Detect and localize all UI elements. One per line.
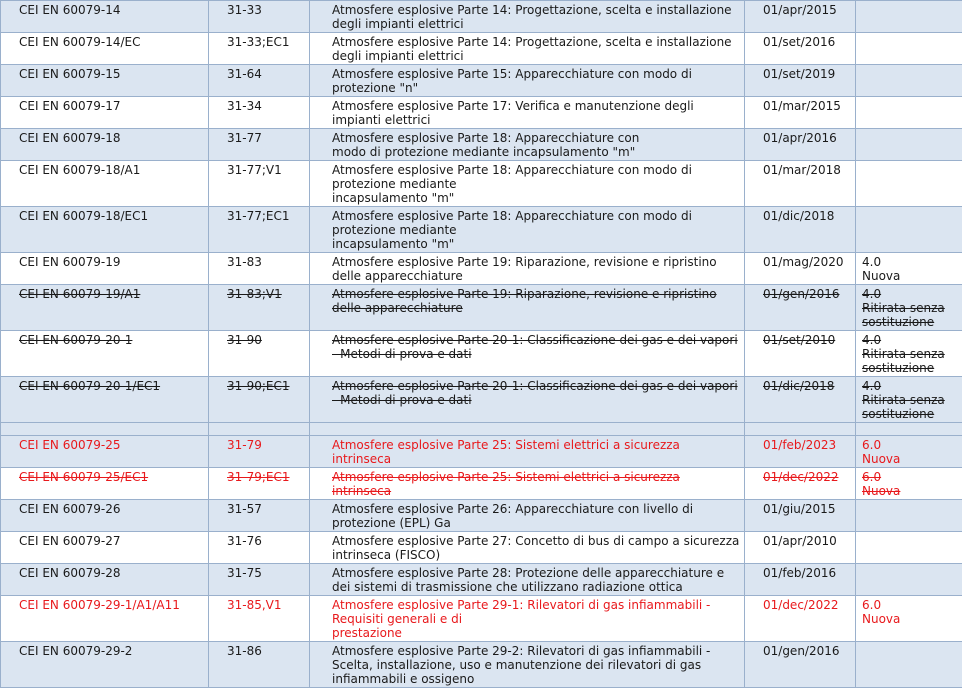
- edition-text: 6.0: [862, 470, 881, 484]
- table-row: [1, 161, 962, 207]
- edition-text: 4.0: [862, 333, 881, 347]
- title-cell: [310, 436, 745, 468]
- edition-status-cell: [856, 564, 962, 596]
- title-text: incapsulamento "m": [332, 237, 454, 251]
- title-text: Atmosfere esplosive Parte 29-2: Rilevatori di gas infiammabili -: [332, 644, 710, 658]
- edition-status-cell: [856, 468, 962, 500]
- table-row: [1, 500, 962, 532]
- title-cell: [310, 331, 745, 377]
- table-row: [1, 377, 962, 423]
- classification-cell: [209, 564, 310, 596]
- title-cell: [310, 596, 745, 642]
- title-cell: [310, 532, 745, 564]
- title-text: Atmosfere esplosive Parte 17: Verifica e manutenzione degli impianti elettrici: [332, 99, 694, 127]
- classification-text: 31-64: [227, 67, 262, 81]
- standard-code-text: CEI EN 60079-20-1/EC1: [19, 379, 160, 393]
- title-text: Atmosfere esplosive Parte 26: Apparecchiature con livello di protezione (EPL) Ga: [332, 502, 693, 530]
- classification-cell: [209, 65, 310, 97]
- table-row: [1, 564, 962, 596]
- classification-cell: [209, 423, 310, 436]
- standards-table-body: [1, 1, 962, 688]
- classification-text: 31-33: [227, 3, 262, 17]
- edition-status-cell: [856, 97, 962, 129]
- standard-code-cell: [1, 564, 209, 596]
- title-text: infiammabili e ossigeno: [332, 672, 474, 686]
- edition-status-cell: [856, 532, 962, 564]
- date-cell: [745, 33, 856, 65]
- classification-text: 31-77;EC1: [227, 209, 290, 223]
- classification-cell: [209, 500, 310, 532]
- standard-code-cell: [1, 129, 209, 161]
- title-cell: [310, 377, 745, 423]
- standard-code-cell: [1, 161, 209, 207]
- edition-text: 4.0: [862, 287, 881, 301]
- standard-code-cell: [1, 500, 209, 532]
- table-row: [1, 436, 962, 468]
- classification-cell: [209, 436, 310, 468]
- classification-cell: [209, 468, 310, 500]
- title-text: protezione mediante: [332, 223, 457, 237]
- table-row: [1, 97, 962, 129]
- standard-code-cell: [1, 285, 209, 331]
- title-cell: [310, 468, 745, 500]
- classification-text: 31-83: [227, 255, 262, 269]
- title-text: Atmosfere esplosive Parte 29-1: Rilevatori di gas infiammabili -: [332, 598, 710, 612]
- title-text: Requisiti generali e di: [332, 612, 462, 626]
- table-row: [1, 1, 962, 33]
- title-text: Atmosfere esplosive Parte 19: Riparazione, revisione e ripristino delle apparecchiature: [332, 255, 717, 283]
- status-text: Nuova: [862, 452, 900, 466]
- edition-text: 6.0: [862, 438, 881, 452]
- standard-code-cell: [1, 1, 209, 33]
- classification-text: 31-79: [227, 438, 262, 452]
- standard-code-text: CEI EN 60079-18/A1: [19, 163, 140, 177]
- classification-text: 31-83;V1: [227, 287, 282, 301]
- title-cell: [310, 129, 745, 161]
- classification-cell: [209, 129, 310, 161]
- standard-code-cell: [1, 596, 209, 642]
- date-text: 01/feb/2016: [763, 566, 836, 580]
- standard-code-cell: [1, 532, 209, 564]
- title-text: Atmosfere esplosive Parte 25: Sistemi elettrici a sicurezza intrinseca: [332, 470, 680, 498]
- table-row: [1, 331, 962, 377]
- title-cell: [310, 285, 745, 331]
- table-row: [1, 285, 962, 331]
- title-text: Atmosfere esplosive Parte 14: Progettazione, scelta e installazione degli impianti elettrici: [332, 3, 732, 31]
- standard-code-cell: [1, 436, 209, 468]
- date-text: 01/gen/2016: [763, 287, 840, 301]
- standard-code-text: CEI EN 60079-14: [19, 3, 120, 17]
- classification-text: 31-90: [227, 333, 262, 347]
- date-text: 01/dic/2018: [763, 209, 834, 223]
- classification-text: 31-33;EC1: [227, 35, 290, 49]
- title-text: Atmosfere esplosive Parte 19: Riparazione, revisione e ripristino delle apparecchiature: [332, 287, 717, 315]
- classification-cell: [209, 97, 310, 129]
- classification-cell: [209, 33, 310, 65]
- classification-text: 31-57: [227, 502, 262, 516]
- title-text: Atmosfere esplosive Parte 28: Protezione delle apparecchiature e dei sistemi di trasmissione che utilizzano radiazione ottica: [332, 566, 724, 594]
- date-cell: [745, 596, 856, 642]
- date-cell: [745, 331, 856, 377]
- standard-code-text: CEI EN 60079-19: [19, 255, 120, 269]
- edition-status-cell: [856, 331, 962, 377]
- status-text: Ritirata senza sostituzione: [862, 393, 945, 421]
- date-cell: [745, 207, 856, 253]
- title-text: incapsulamento "m": [332, 191, 454, 205]
- classification-cell: [209, 532, 310, 564]
- edition-status-cell: [856, 129, 962, 161]
- standard-code-text: CEI EN 60079-25/EC1: [19, 470, 148, 484]
- title-cell: [310, 1, 745, 33]
- title-text: Atmosfere esplosive Parte 14: Progettazione, scelta e installazione degli impianti elettrici: [332, 35, 732, 63]
- classification-cell: [209, 1, 310, 33]
- standard-code-text: CEI EN 60079-29-1/A1/A11: [19, 598, 180, 612]
- edition-text: 4.0: [862, 379, 881, 393]
- title-text: Atmosfere esplosive Parte 18: Apparecchiature con modo di: [332, 209, 692, 223]
- title-text: Atmosfere esplosive Parte 27: Concetto di bus di campo a sicurezza intrinseca (FISCO): [332, 534, 739, 562]
- date-text: 01/dec/2022: [763, 470, 839, 484]
- date-cell: [745, 564, 856, 596]
- standard-code-cell: [1, 423, 209, 436]
- table-row: [1, 253, 962, 285]
- classification-text: 31-75: [227, 566, 262, 580]
- status-text: Ritirata senza sostituzione: [862, 301, 945, 329]
- date-cell: [745, 436, 856, 468]
- table-row: [1, 33, 962, 65]
- title-text: Atmosfere esplosive Parte 18: Apparecchiature con modo di: [332, 163, 692, 177]
- standard-code-text: CEI EN 60079-25: [19, 438, 120, 452]
- date-cell: [745, 377, 856, 423]
- standard-code-text: CEI EN 60079-15: [19, 67, 120, 81]
- classification-text: 31-90;EC1: [227, 379, 290, 393]
- date-text: 01/mar/2015: [763, 99, 841, 113]
- standard-code-cell: [1, 65, 209, 97]
- edition-status-cell: [856, 207, 962, 253]
- date-text: 01/set/2010: [763, 333, 835, 347]
- classification-text: 31-85,V1: [227, 598, 282, 612]
- title-cell: [310, 253, 745, 285]
- classification-text: 31-77: [227, 131, 262, 145]
- date-text: 01/apr/2016: [763, 131, 837, 145]
- date-text: 01/set/2019: [763, 67, 835, 81]
- date-cell: [745, 129, 856, 161]
- edition-status-cell: [856, 161, 962, 207]
- standard-code-cell: [1, 468, 209, 500]
- date-cell: [745, 97, 856, 129]
- standard-code-text: CEI EN 60079-18: [19, 131, 120, 145]
- date-cell: [745, 423, 856, 436]
- title-text: prestazione: [332, 626, 402, 640]
- title-cell: [310, 500, 745, 532]
- standard-code-text: CEI EN 60079-29-2: [19, 644, 132, 658]
- title-cell: [310, 423, 745, 436]
- edition-status-cell: [856, 253, 962, 285]
- classification-text: 31-76: [227, 534, 262, 548]
- date-cell: [745, 65, 856, 97]
- date-text: 01/mag/2020: [763, 255, 844, 269]
- date-text: 01/gen/2016: [763, 644, 840, 658]
- standard-code-text: CEI EN 60079-26: [19, 502, 120, 516]
- title-text: Scelta, installazione, uso e manutenzione dei rilevatori di gas: [332, 658, 701, 672]
- title-text: Atmosfere esplosive Parte 25: Sistemi elettrici a sicurezza intrinseca: [332, 438, 680, 466]
- title-text: modo di protezione mediante incapsulamento "m": [332, 145, 635, 159]
- date-text: 01/set/2016: [763, 35, 835, 49]
- title-cell: [310, 564, 745, 596]
- edition-text: 4.0: [862, 255, 881, 269]
- edition-status-cell: [856, 33, 962, 65]
- edition-status-cell: [856, 436, 962, 468]
- standard-code-cell: [1, 377, 209, 423]
- date-cell: [745, 468, 856, 500]
- date-text: 01/dec/2022: [763, 598, 839, 612]
- classification-cell: [209, 253, 310, 285]
- date-cell: [745, 532, 856, 564]
- classification-text: 31-34: [227, 99, 262, 113]
- standard-code-cell: [1, 33, 209, 65]
- table-row: [1, 468, 962, 500]
- edition-status-cell: [856, 423, 962, 436]
- classification-text: 31-79;EC1: [227, 470, 290, 484]
- date-cell: [745, 161, 856, 207]
- title-cell: [310, 207, 745, 253]
- title-text: protezione mediante: [332, 177, 457, 191]
- standard-code-cell: [1, 207, 209, 253]
- classification-cell: [209, 331, 310, 377]
- edition-text: 6.0: [862, 598, 881, 612]
- status-text: Nuova: [862, 612, 900, 626]
- classification-cell: [209, 161, 310, 207]
- status-text: Ritirata senza sostituzione: [862, 347, 945, 375]
- date-cell: [745, 1, 856, 33]
- classification-cell: [209, 596, 310, 642]
- spacer-row: [1, 423, 962, 436]
- standard-code-text: CEI EN 60079-28: [19, 566, 120, 580]
- standard-code-cell: [1, 97, 209, 129]
- standard-code-text: CEI EN 60079-17: [19, 99, 120, 113]
- title-cell: [310, 161, 745, 207]
- table-row: [1, 129, 962, 161]
- date-text: 01/apr/2010: [763, 534, 837, 548]
- standard-code-cell: [1, 331, 209, 377]
- classification-cell: [209, 285, 310, 331]
- date-text: 01/giu/2015: [763, 502, 835, 516]
- date-text: 01/mar/2018: [763, 163, 841, 177]
- edition-status-cell: [856, 1, 962, 33]
- table-row: [1, 207, 962, 253]
- title-text: Atmosfere esplosive Parte 15: Apparecchiature con modo di protezione "n": [332, 67, 692, 95]
- title-text: Atmosfere esplosive Parte 18: Apparecchiature con: [332, 131, 639, 145]
- classification-cell: [209, 377, 310, 423]
- table-row: [1, 65, 962, 97]
- edition-status-cell: [856, 377, 962, 423]
- standard-code-cell: [1, 253, 209, 285]
- classification-cell: [209, 207, 310, 253]
- table-row: [1, 596, 962, 642]
- title-cell: [310, 65, 745, 97]
- date-cell: [745, 253, 856, 285]
- title-text: Atmosfere esplosive Parte 20-1: Classificazione dei gas e dei vapori - Metodi di prova e dati: [332, 333, 738, 361]
- edition-status-cell: [856, 500, 962, 532]
- status-text: Nuova: [862, 269, 900, 283]
- title-cell: [310, 97, 745, 129]
- title-cell: [310, 33, 745, 65]
- classification-text: 31-86: [227, 644, 262, 658]
- date-text: 01/dic/2018: [763, 379, 834, 393]
- status-text: Nuova: [862, 484, 900, 498]
- date-cell: [745, 285, 856, 331]
- edition-status-cell: [856, 285, 962, 331]
- standard-code-text: CEI EN 60079-19/A1: [19, 287, 140, 301]
- table-row: [1, 532, 962, 564]
- edition-status-cell: [856, 65, 962, 97]
- standard-code-text: CEI EN 60079-20-1: [19, 333, 132, 347]
- date-cell: [745, 500, 856, 532]
- edition-status-cell: [856, 596, 962, 642]
- standard-code-text: CEI EN 60079-18/EC1: [19, 209, 148, 223]
- classification-text: 31-77;V1: [227, 163, 282, 177]
- date-text: 01/apr/2015: [763, 3, 837, 17]
- standard-code-text: CEI EN 60079-27: [19, 534, 120, 548]
- date-text: 01/feb/2023: [763, 438, 836, 452]
- title-text: Atmosfere esplosive Parte 20-1: Classificazione dei gas e dei vapori - Metodi di prova e dati: [332, 379, 738, 407]
- standard-code-text: CEI EN 60079-14/EC: [19, 35, 140, 49]
